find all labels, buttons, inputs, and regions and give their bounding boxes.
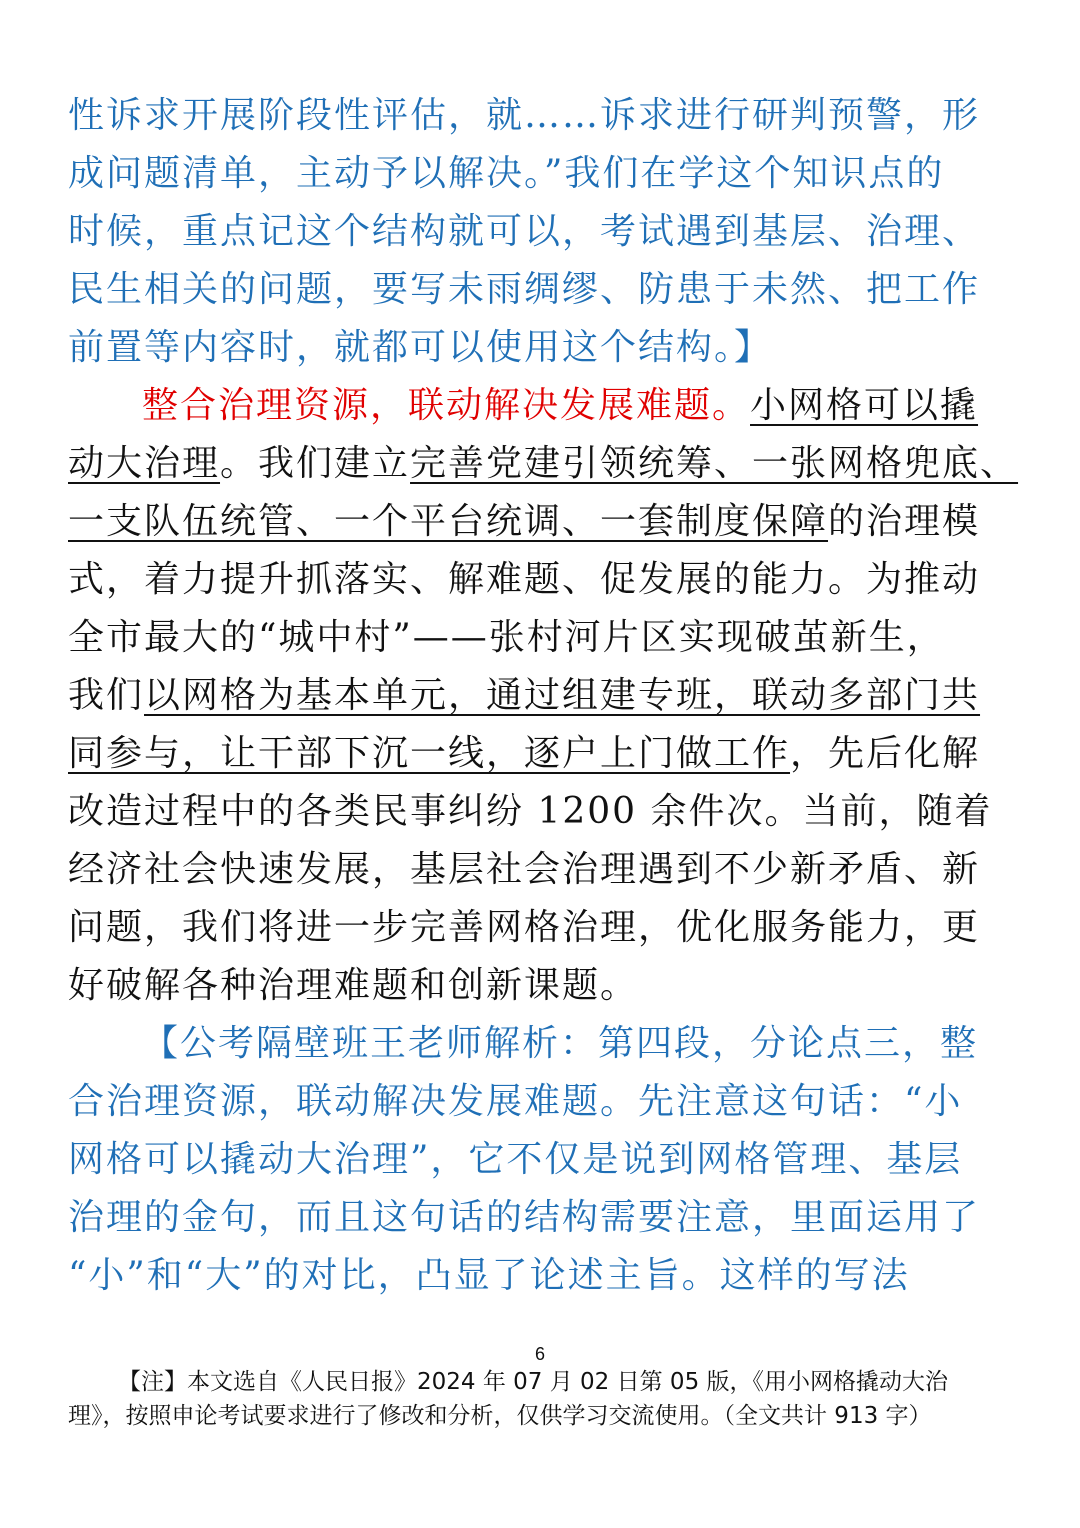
text-span: ，先后化解 [790, 733, 981, 774]
underlined-phrase: 动大治理 [68, 443, 221, 484]
text-line: 治理的金句，而且这句话的结构需要注意，里面运用了 [68, 1197, 981, 1238]
text-line: 时候，重点记这个结构就可以，考试遇到基层、治理、 [68, 211, 981, 252]
text-line: 网格可以撬动大治理”，它不仅是说到网格管理、基层 [68, 1139, 963, 1180]
text-span: 。我们建立 [220, 443, 411, 484]
page-number: 6 [534, 1344, 545, 1364]
text-span: 我们 [68, 675, 145, 716]
text-line: “小”和“大”的对比，凸显了论述主旨。这样的写法 [68, 1255, 910, 1296]
underlined-phrase: 完善党建引领统筹、一张网格兜底、 [410, 443, 1019, 484]
section-heading: 整合治理资源，联动解决发展难题。 [142, 385, 751, 426]
text-line: 问题，我们将进一步完善网格治理，优化服务能力，更 [68, 907, 981, 948]
text-line: 前置等内容时，就都可以使用这个结构。】 [68, 327, 773, 368]
underlined-phrase: 一支队伍统管、一个平台统调、一套制度保障 [68, 501, 829, 542]
text-line: 【公考隔壁班王老师解析：第四段，分论点三，整 [142, 1023, 979, 1064]
footnote-line: 理》，按照申论考试要求进行了修改和分析，仅供学习交流使用。（全文共计 913 字） [68, 1403, 932, 1429]
text-line: 式，着力提升抓落实、解难题、促发展的能力。为推动 [68, 559, 981, 600]
underlined-phrase: 以网格为基本单元，通过组建专班，联动多部门共 [144, 675, 981, 716]
text-line: 经济社会快速发展，基层社会治理遇到不少新矛盾、新 [68, 849, 981, 890]
text-line: 性诉求开展阶段性评估，就……诉求进行研判预警，形 [68, 95, 981, 136]
text-line [68, 674, 980, 718]
text-line [68, 732, 980, 776]
text-line: 全市最大的“城中村”——张村河片区实现破茧新生， [68, 617, 945, 658]
text-line [68, 442, 1018, 486]
footnote-line: 【注】本文选自《人民日报》2024 年 07 月 02 日第 05 版，《用小网格撬动大治 [118, 1369, 949, 1395]
text-line: 民生相关的问题，要写未雨绸缪、防患于未然、把工作 [68, 269, 981, 310]
underlined-phrase: 小网格可以撬 [750, 385, 979, 426]
text-line: 好破解各种治理难题和创新课题。 [68, 965, 639, 1006]
text-line [142, 384, 978, 428]
text-line: 成问题清单，主动予以解决。”我们在学这个知识点的 [68, 153, 945, 194]
text-line: 改造过程中的各类民事纠纷 1200 余件次。当前，随着 [68, 791, 993, 832]
text-line: 合治理资源，联动解决发展难题。先注意这句话：“小 [68, 1081, 963, 1122]
text-line [68, 500, 980, 544]
text-span: 的治理模 [828, 501, 981, 542]
underlined-phrase: 同参与，让干部下沉一线，逐户上门做工作 [68, 733, 791, 774]
